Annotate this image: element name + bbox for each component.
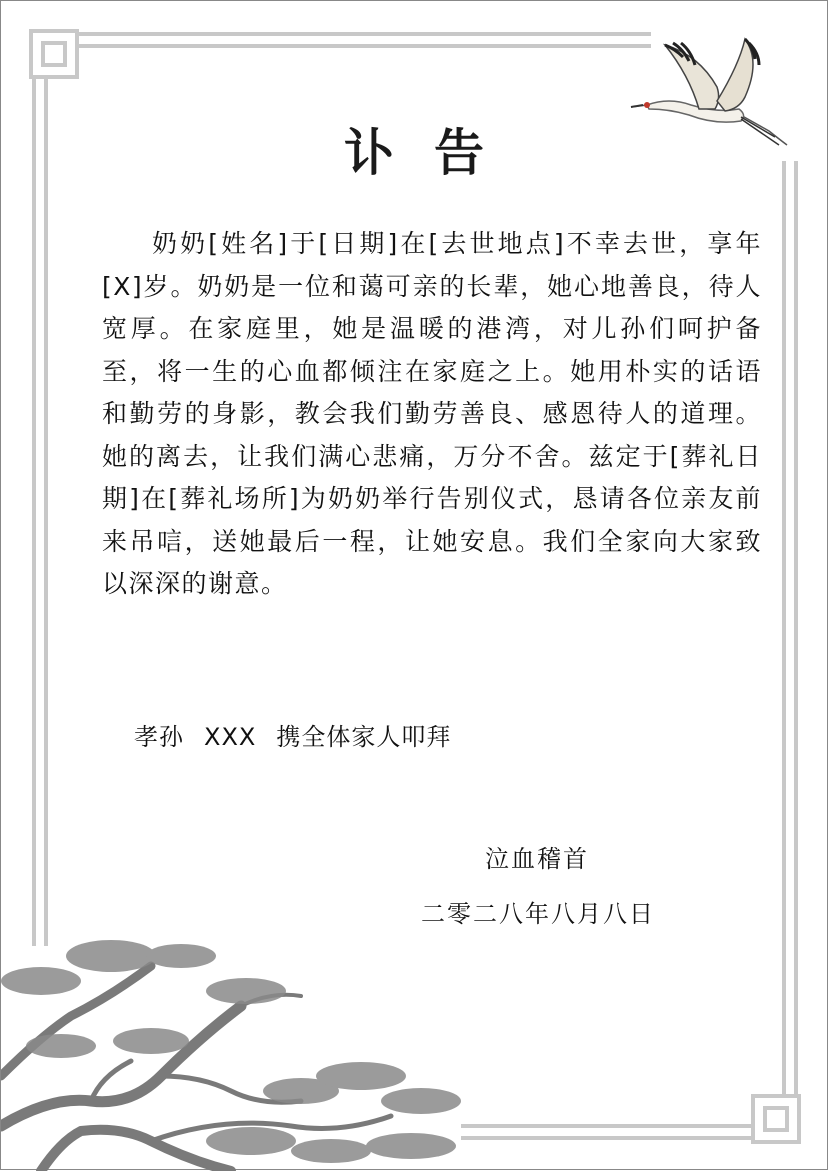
notice-date: 二零二八年八月八日 bbox=[421, 900, 655, 928]
signature-name: XXX bbox=[204, 723, 257, 751]
obituary-body: 奶奶[姓名]于[日期]在[去世地点]不幸去世，享年[X]岁。奶奶是一位和蔼可亲的长辈，她心地善良，待人宽厚。在家庭里，她是温暖的港湾，对儿孙们呵护备至，将一生的心血都倾注在家庭之上。她用朴实的话语和勤劳的身影，教会我们勤劳善良、感恩待人的道理。她的离去，让我们满心悲痛，万分不舍。兹定于[葬礼日期]在[葬礼场所]为奶奶举行告别仪式，恳请各位亲友前来吊唁，送她最后一程，让她安息。我们全家向大家致以深深的谢意。 bbox=[102, 229, 762, 598]
signature-prefix: 孝孙 bbox=[134, 723, 184, 751]
signature-line bbox=[134, 717, 451, 752]
page-title: 讣告 bbox=[344, 123, 524, 182]
closing-phrase: 泣血稽首 bbox=[485, 845, 589, 873]
signature-suffix: 携全体家人叩拜 bbox=[276, 723, 452, 751]
pine-tree-illustration bbox=[1, 926, 471, 1171]
